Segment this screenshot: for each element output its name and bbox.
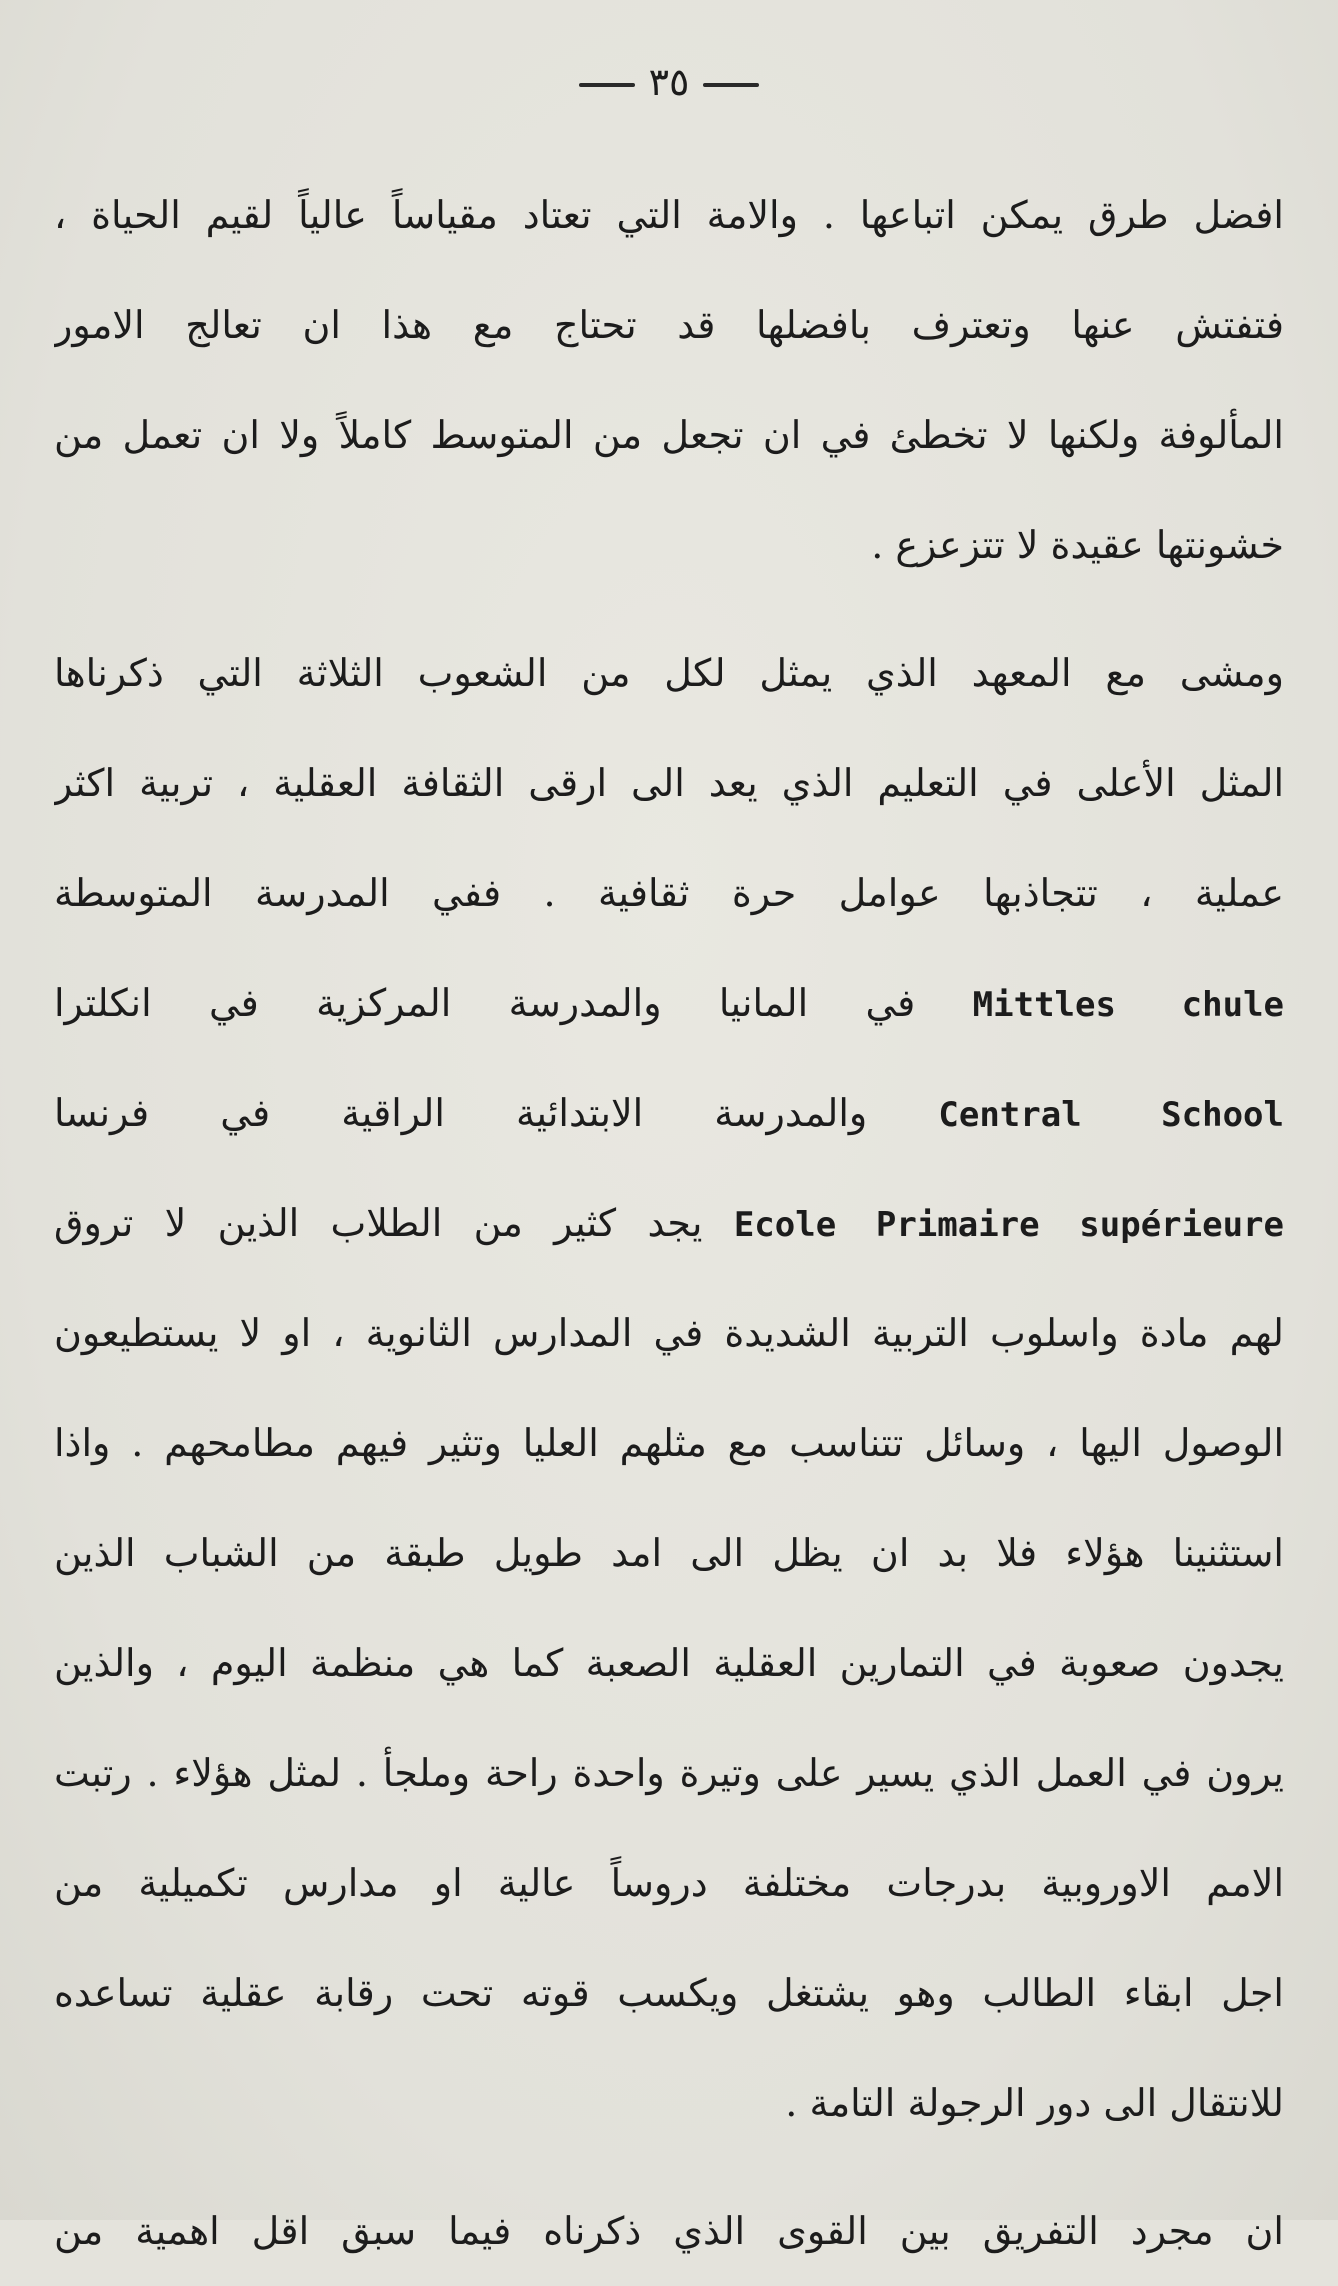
text-line: خشونتها عقيدة لا تتزعزع . [871, 523, 1284, 567]
header-ornament-left [579, 83, 635, 87]
page-number: ٣٥ [648, 60, 690, 104]
text-line: الوصول اليها ، وسائل تتناسب مع مثلهم العليا وتثير فيهم مطامحهم . واذا [54, 1421, 1284, 1465]
text-line: للانتقال الى دور الرجولة التامة . [785, 2081, 1284, 2125]
text-line: Central School والمدرسة الابتدائية الراقية في فرنسا [54, 1091, 1284, 1135]
text-line: لهم مادة واسلوب التربية الشديدة في المدارس الثانوية ، او لا يستطيعون [54, 1311, 1284, 1355]
text-line: اجل ابقاء الطالب وهو يشتغل ويكسب قوته تحت رقابة عقلية تساعده [54, 1971, 1284, 2015]
text-line: المثل الأعلى في التعليم الذي يعد الى ارقى الثقافة العقلية ، تربية اكثر [54, 761, 1284, 805]
text-line: فتفتش عنها وتعترف بافضلها قد تحتاج مع هذا ان تعالج الامور [54, 303, 1284, 347]
paragraph-3 [54, 2176, 1284, 2286]
body-text [54, 160, 1284, 2286]
header-ornament-right [703, 83, 759, 87]
text-line: ومشى مع المعهد الذي يمثل لكل من الشعوب الثلاثة التي ذكرناها [54, 651, 1284, 695]
paragraph-2 [54, 618, 1284, 2158]
text-line: الامم الاوروبية بدرجات مختلفة دروساً عالية او مدارس تكميلية من [54, 1861, 1284, 1905]
text-line: يجدون صعوبة في التمارين العقلية الصعبة كما هي منظمة اليوم ، والذين [54, 1641, 1284, 1685]
text-line: يرون في العمل الذي يسير على وتيرة واحدة راحة وملجأ . لمثل هؤلاء . رتبت [54, 1751, 1284, 1795]
text-line: افضل طرق يمكن اتباعها . والامة التي تعتاد مقياساً عالياً لقيم الحياة ، [54, 193, 1284, 237]
latin-term: Mittles chule [972, 985, 1284, 1025]
page-header [0, 58, 1338, 106]
paragraph-1 [54, 160, 1284, 600]
paragraph-gap [54, 600, 1284, 618]
text-line: Ecole Primaire supérieure يجد كثير من الطلاب الذين لا تروق [54, 1201, 1284, 1245]
paragraph-gap [54, 2158, 1284, 2176]
text-line: Mittles chule في المانيا والمدرسة المركزية في انكلترا [54, 981, 1284, 1025]
latin-term: Ecole Primaire supérieure [733, 1205, 1284, 1245]
latin-term: Central School [938, 1095, 1284, 1135]
text-line: استثنينا هؤلاء فلا بد ان يظل الى امد طويل طبقة من الشباب الذين [54, 1531, 1284, 1575]
text-line: المألوفة ولكنها لا تخطئ في ان تجعل من المتوسط كاملاً ولا ان تعمل من [54, 413, 1284, 457]
text-line: ان مجرد التفريق بين القوى الذي ذكرناه فيما سبق اقل اهمية من [54, 2209, 1284, 2253]
text-line: عملية ، تتجاذبها عوامل حرة ثقافية . ففي المدرسة المتوسطة [54, 871, 1284, 915]
